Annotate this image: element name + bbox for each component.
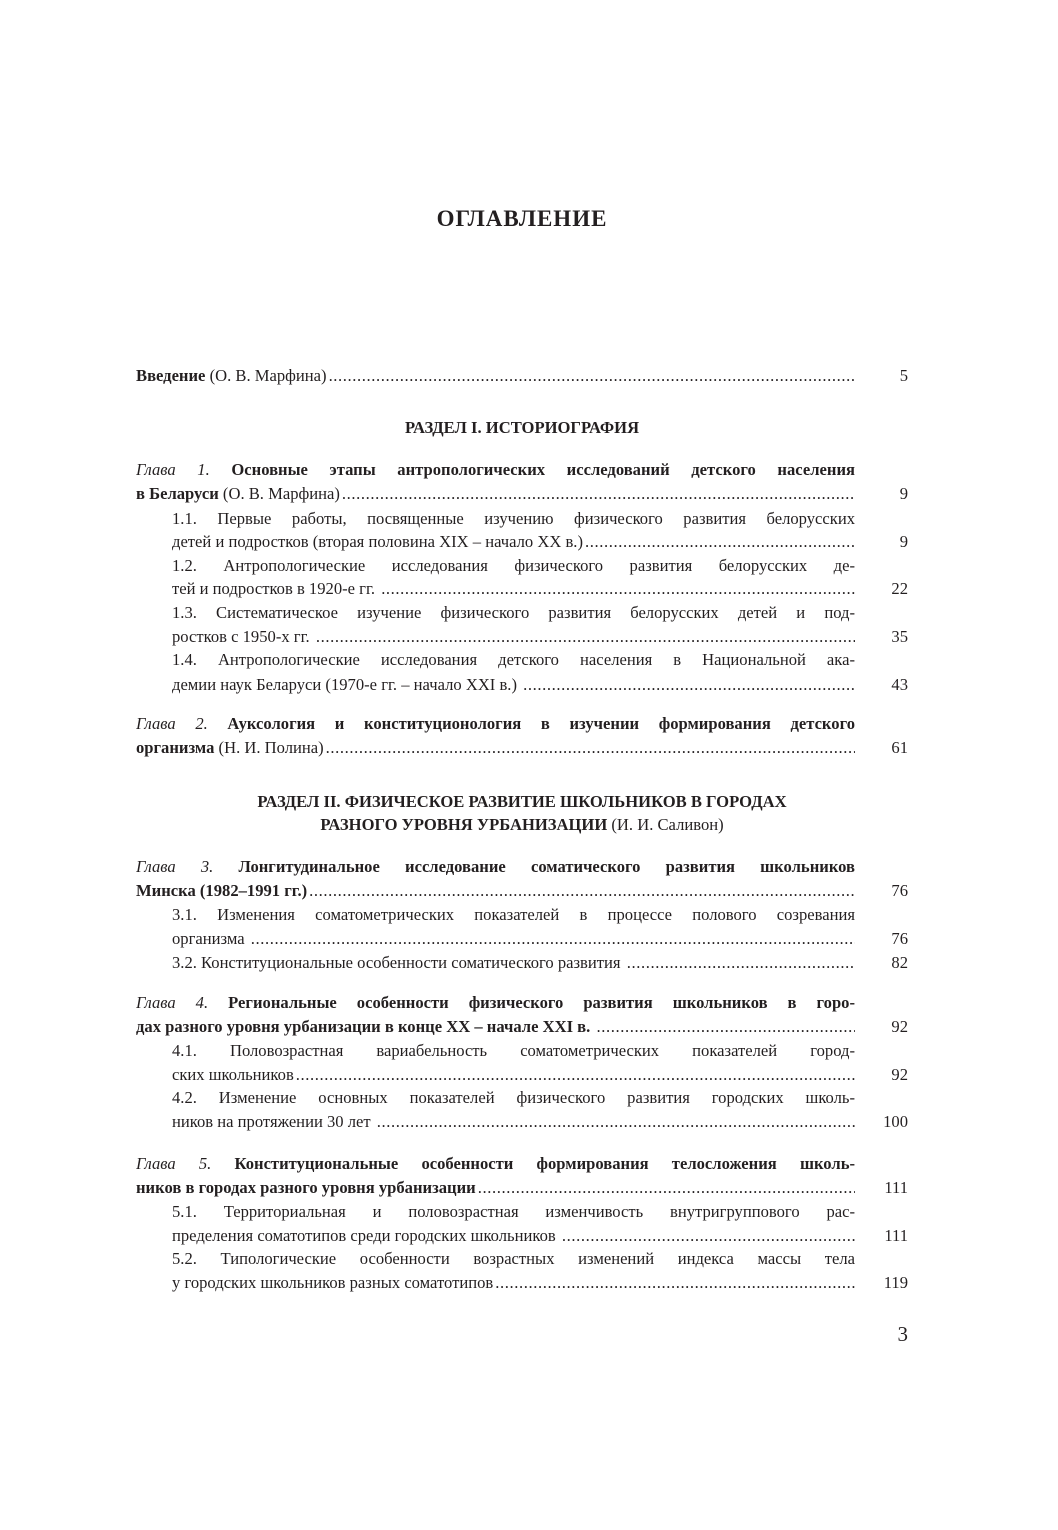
toc-subsection-line — [172, 648, 855, 672]
section-heading — [136, 416, 908, 440]
toc-page-number: 22 — [891, 579, 908, 598]
toc-subsection-line — [172, 951, 855, 975]
toc-text: детей и подростков (вторая половина XIX – начало XX в.) — [172, 532, 583, 551]
dot-leader — [342, 482, 855, 506]
toc-text: (И. И. Саливон) — [607, 815, 724, 834]
toc-text: 1.1. Первые работы, посвященные изучению физического развития белорусских — [172, 509, 855, 528]
toc-subsection-line — [172, 577, 855, 601]
toc-text: РАЗНОГО УРОВНЯ УРБАНИЗАЦИИ — [320, 815, 608, 834]
toc-subsection-line — [172, 1063, 855, 1087]
toc-text: Ауксология и конституционология в изучении формирования детского — [207, 714, 855, 733]
toc-subsection-line — [172, 1039, 855, 1063]
toc-page-number: 9 — [899, 484, 908, 503]
toc-page-number: 9 — [899, 532, 908, 551]
toc-text: дах разного уровня урбанизации в конце XX – начале XXI в. — [136, 1017, 595, 1036]
toc-page-number: 111 — [884, 1226, 908, 1245]
toc-text: РАЗДЕЛ I. ИСТОРИОГРАФИЯ — [404, 418, 640, 437]
toc-chapter-line — [136, 1176, 855, 1200]
page-number: 3 — [897, 1322, 908, 1346]
toc-text: 1.2. Антропологические исследования физического развития белорусских де- — [172, 556, 855, 575]
chapter-label: Глава 4. — [136, 993, 209, 1012]
toc-text: (О. В. Марфина) — [205, 366, 327, 385]
dot-leader — [596, 1015, 855, 1039]
toc-chapter-line — [136, 712, 855, 736]
toc-text: Введение — [136, 366, 206, 385]
dot-leader — [585, 530, 855, 554]
dot-leader — [326, 736, 855, 760]
toc-subsection-line — [172, 625, 855, 649]
toc-page-number: 82 — [891, 953, 908, 972]
toc-text: ских школьников — [172, 1065, 294, 1084]
dot-leader — [495, 1271, 855, 1295]
section-heading — [136, 790, 908, 814]
chapter-label: Глава 1. — [136, 460, 210, 479]
toc-page-number: 92 — [891, 1017, 908, 1036]
toc-subsection-line — [172, 1224, 855, 1248]
toc-page-number: 35 — [891, 627, 908, 646]
chapter-label: Глава 3. — [136, 857, 214, 876]
toc-page-number: 76 — [891, 881, 908, 900]
toc-text: 4.1. Половозрастная вариабельность соматометрических показателей город- — [172, 1041, 855, 1060]
dot-leader — [329, 364, 855, 388]
toc-subsection-line — [172, 554, 855, 578]
toc-page-number: 100 — [883, 1112, 908, 1131]
toc-subsection-line — [172, 1200, 855, 1224]
toc-page-number: 76 — [891, 929, 908, 948]
toc-subsection-line — [172, 927, 855, 951]
toc-subsection-line — [172, 1086, 855, 1110]
dot-leader — [478, 1176, 855, 1200]
toc-subsection-line — [172, 1110, 855, 1134]
toc-chapter-line — [136, 1152, 855, 1176]
section-heading — [136, 813, 908, 837]
toc-text: тей и подростков в 1920-е гг. — [172, 579, 380, 598]
toc-text: (О. В. Марфина) — [218, 484, 340, 503]
toc-chapter-line — [136, 855, 855, 879]
toc-text: 5.2. Типологические особенности возрастных изменений индекса массы тела — [172, 1249, 855, 1268]
toc-text: 1.3. Систематическое изучение физического развития белорусских детей и под- — [172, 603, 855, 622]
toc-text: ростков с 1950-х гг. — [172, 627, 314, 646]
toc-chapter-line — [136, 736, 855, 760]
toc-chapter-line — [136, 458, 855, 482]
dot-leader — [627, 951, 855, 975]
toc-subsection-line — [172, 530, 855, 554]
toc-text: 4.2. Изменение основных показателей физического развития городских школь- — [172, 1088, 855, 1107]
chapter-label: Глава 2. — [136, 714, 208, 733]
toc-text: организма — [172, 929, 249, 948]
toc-text: Конституциональные особенности формирования телосложения школь- — [211, 1154, 855, 1173]
dot-leader — [251, 927, 855, 951]
toc-page-number: 119 — [883, 1273, 908, 1292]
toc-text: в Беларуси — [136, 484, 219, 503]
page-title: ОГЛАВЛЕНИЕ — [436, 206, 608, 231]
toc-text: демии наук Беларуси (1970-е гг. – начало XXI в.) — [172, 675, 522, 694]
toc-page-number: 43 — [891, 675, 908, 694]
toc-page-number: 111 — [884, 1178, 908, 1197]
toc-page-number: 61 — [891, 738, 908, 757]
toc-text: Основные этапы антропологических исследований детского населения — [209, 460, 855, 479]
toc-text: 3.2. Конституциональные особенности соматического развития — [172, 953, 625, 972]
toc-chapter-line — [136, 364, 855, 388]
toc-text: ников в городах разного уровня урбанизации — [136, 1178, 476, 1197]
chapter-label: Глава 5. — [136, 1154, 212, 1173]
toc-text: Минска (1982–1991 гг.) — [136, 881, 308, 900]
toc-subsection-line — [172, 1271, 855, 1295]
dot-leader — [309, 879, 855, 903]
toc-page-number: 92 — [891, 1065, 908, 1084]
toc-text: РАЗДЕЛ II. ФИЗИЧЕСКОЕ РАЗВИТИЕ ШКОЛЬНИКОВ В ГОРОДАХ — [257, 792, 787, 811]
toc-text: 3.1. Изменения соматометрических показателей в процессе полового созревания — [172, 905, 855, 924]
dot-leader — [523, 673, 855, 697]
toc-text: Лонгитудинальное исследование соматического развития школьников — [213, 857, 855, 876]
dot-leader — [562, 1224, 855, 1248]
toc-subsection-line — [172, 903, 855, 927]
toc-text: пределения соматотипов среди городских школьников — [172, 1226, 560, 1245]
toc-chapter-line — [136, 879, 855, 903]
toc-subsection-line — [172, 507, 855, 531]
toc-chapter-line — [136, 1015, 855, 1039]
toc-subsection-line — [172, 673, 855, 697]
toc-text: 5.1. Территориальная и половозрастная изменчивость внутригруппового рас- — [172, 1202, 855, 1221]
toc-subsection-line — [172, 1247, 855, 1271]
toc-subsection-line — [172, 601, 855, 625]
toc-text: (Н. И. Полина) — [214, 738, 324, 757]
toc-text: у городских школьников разных соматотипов — [172, 1273, 494, 1292]
dot-leader — [381, 577, 855, 601]
toc-chapter-line — [136, 482, 855, 506]
toc-text: организма — [136, 738, 215, 757]
toc-page-number: 5 — [899, 366, 908, 385]
toc-chapter-line — [136, 991, 855, 1015]
dot-leader — [296, 1063, 855, 1087]
toc-text: ников на протяжении 30 лет — [172, 1112, 375, 1131]
toc-text: 1.4. Антропологические исследования детского населения в Национальной ака- — [172, 650, 855, 669]
dot-leader — [377, 1110, 855, 1134]
toc-text: Региональные особенности физического развития школьников в горо- — [208, 993, 855, 1012]
dot-leader — [316, 625, 855, 649]
